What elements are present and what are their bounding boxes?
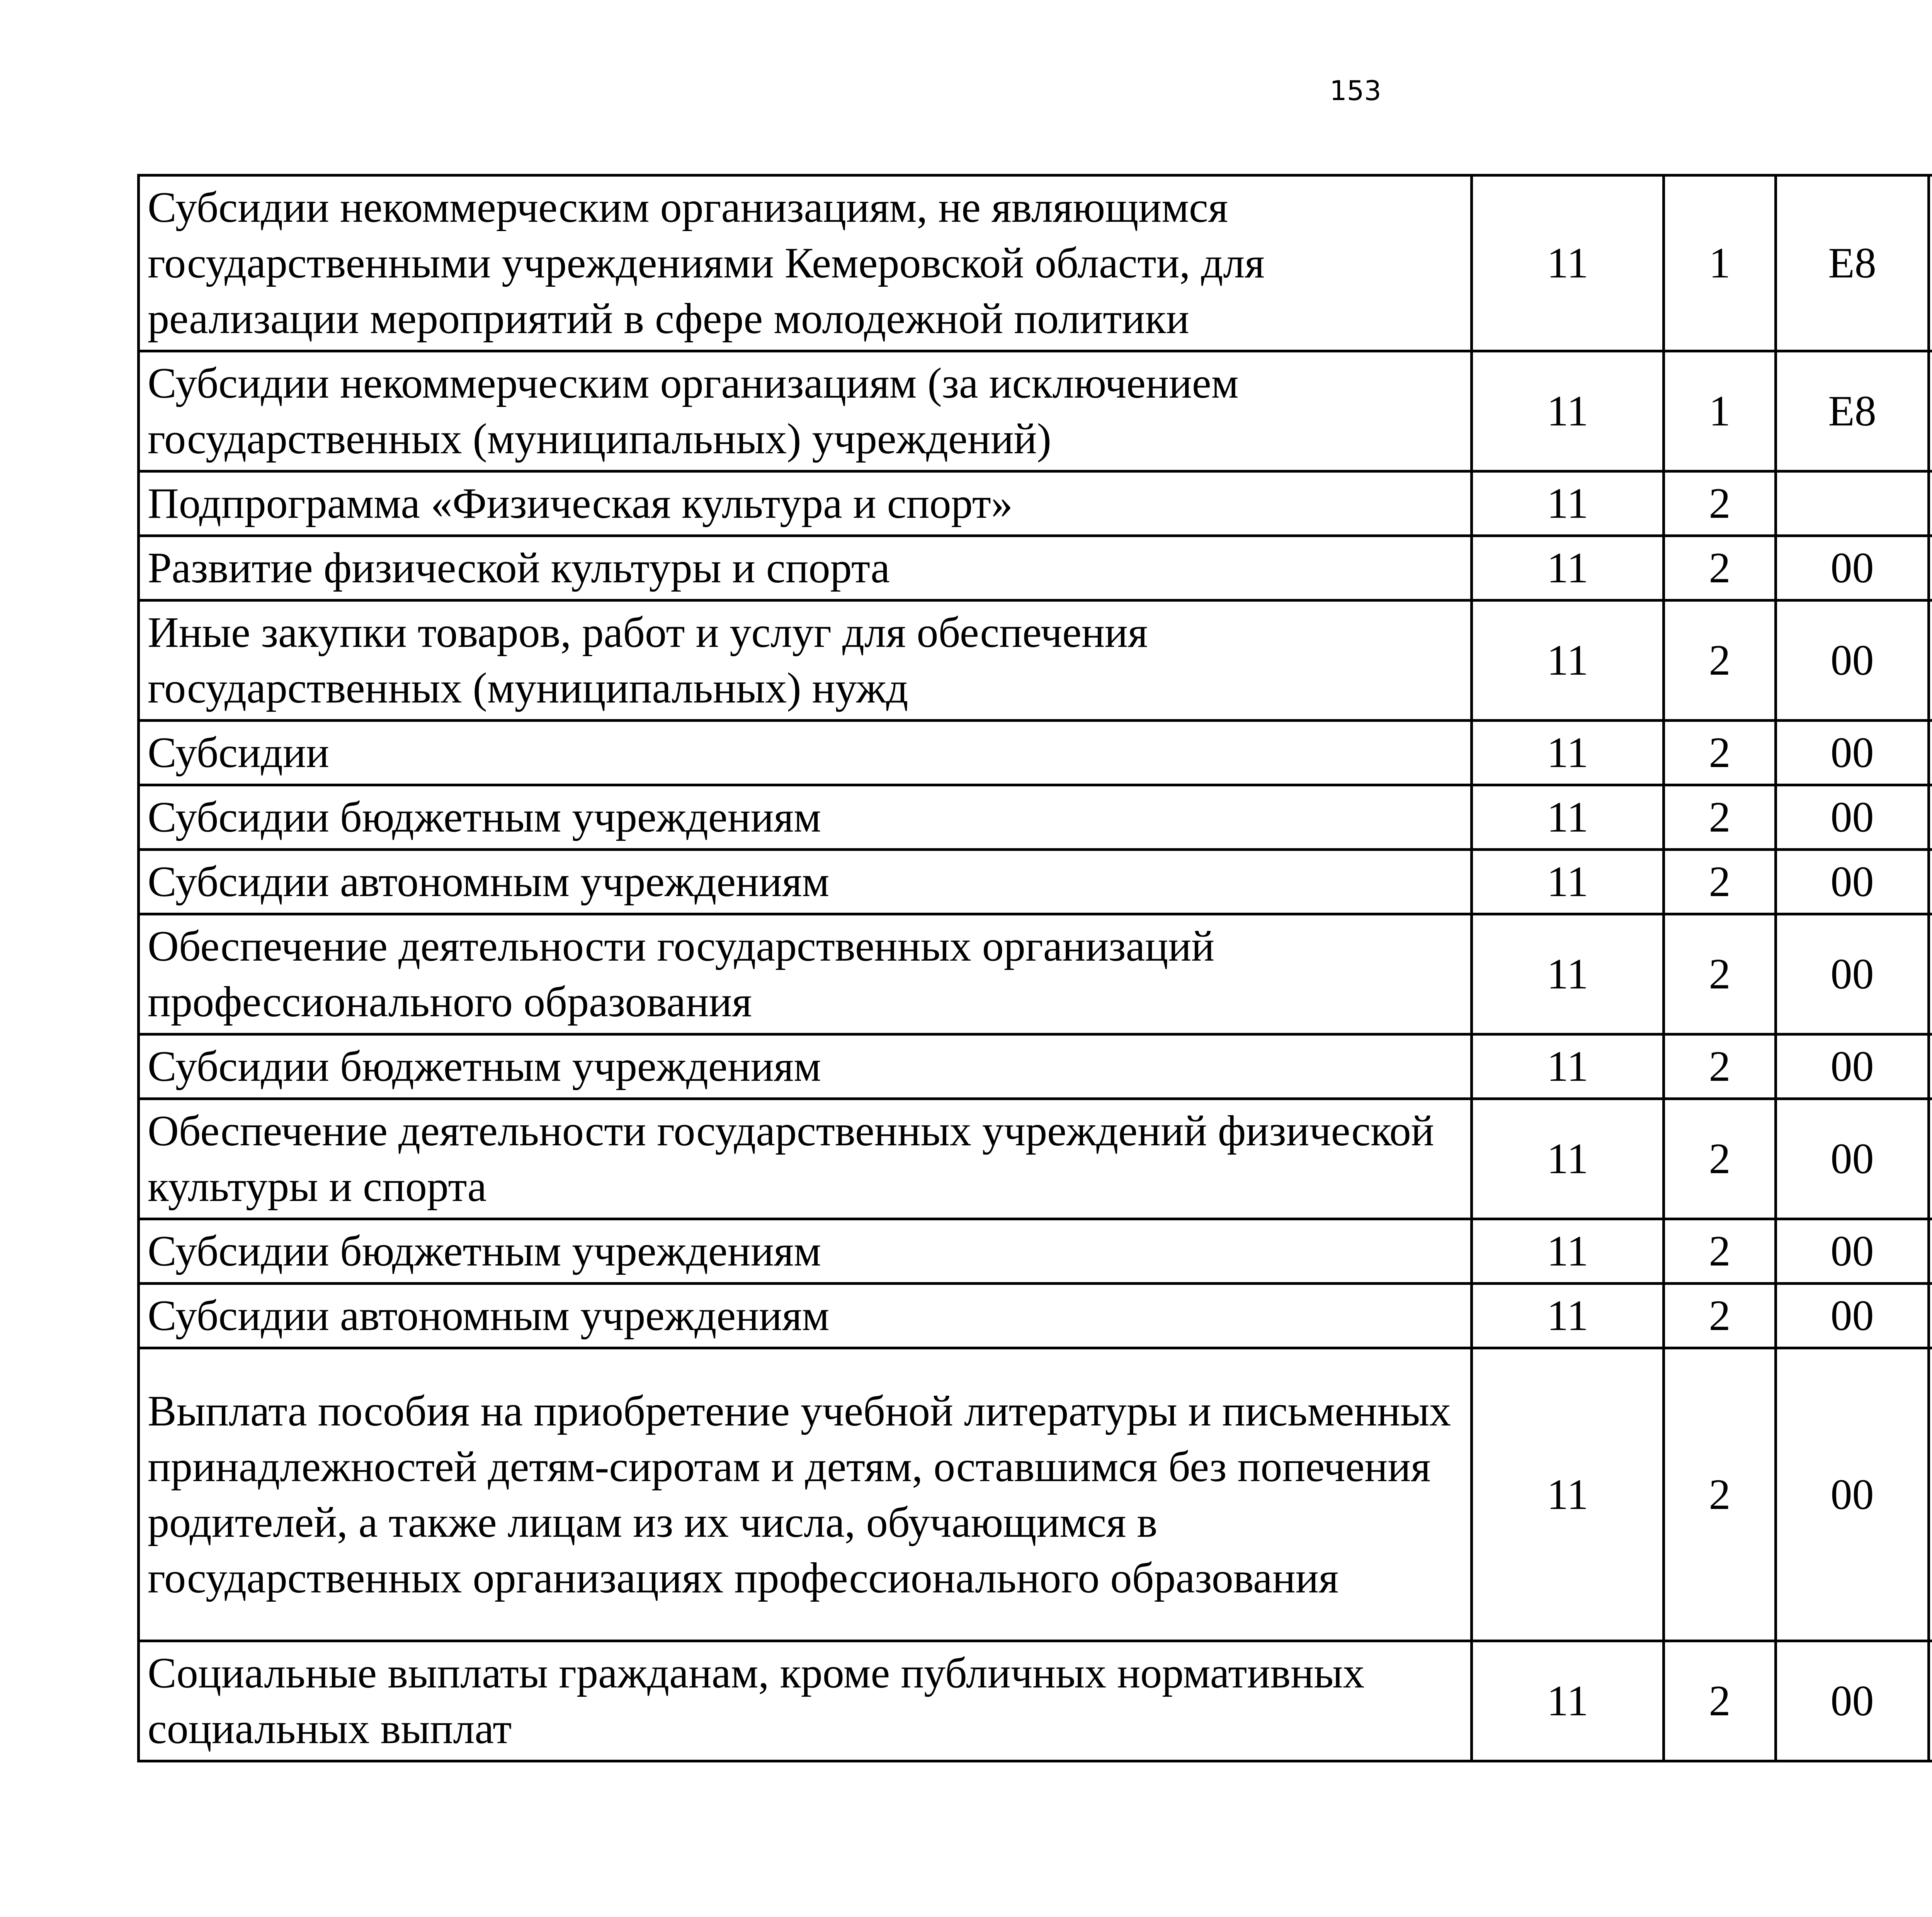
direction-code: 00 — [1776, 785, 1929, 850]
expense-code — [1929, 471, 1932, 536]
row-name: Иные закупки товаров, работ и услуг для обеспечения государственных (муниципальных) нужд — [139, 600, 1472, 721]
row-name: Подпрограмма «Физическая культура и спорт» — [139, 471, 1472, 536]
expense-code — [1929, 600, 1932, 721]
table-row — [139, 600, 1932, 721]
expense-code — [1929, 536, 1932, 600]
subprogram-code: 2 — [1664, 1034, 1776, 1099]
row-name: Развитие физической культуры и спорта — [139, 536, 1472, 600]
subprogram-code: 2 — [1664, 721, 1776, 785]
table-row — [139, 1348, 1932, 1641]
subprogram-code: 2 — [1664, 1099, 1776, 1219]
subprogram-code: 2 — [1664, 914, 1776, 1034]
program-code: 11 — [1472, 1099, 1664, 1219]
row-name: Субсидии бюджетным учреждениям — [139, 1034, 1472, 1099]
direction-code: 00 — [1776, 600, 1929, 721]
subprogram-code: 2 — [1664, 1348, 1776, 1641]
expense-code — [1929, 351, 1932, 471]
direction-code — [1776, 471, 1929, 536]
subprogram-code: 2 — [1664, 471, 1776, 536]
table-row — [139, 914, 1932, 1034]
program-code: 11 — [1472, 471, 1664, 536]
subprogram-code: 2 — [1664, 600, 1776, 721]
expense-code — [1929, 1284, 1932, 1348]
expense-code — [1929, 850, 1932, 914]
expense-code — [1929, 1219, 1932, 1284]
direction-code: 00 — [1776, 850, 1929, 914]
row-name: Субсидии некоммерческим организациям, не являющимся государственными учреждениями Кемеровской области, для реализации мероприятий в сфере молодежной политики — [139, 175, 1472, 351]
row-name: Обеспечение деятельности государственных организаций профессионального образования — [139, 914, 1472, 1034]
expense-code — [1929, 914, 1932, 1034]
expense-code — [1929, 785, 1932, 850]
table-row — [139, 351, 1932, 471]
table-row — [139, 471, 1932, 536]
direction-code: Е8 — [1776, 175, 1929, 351]
table-row — [139, 1284, 1932, 1348]
program-code: 11 — [1472, 1641, 1664, 1761]
row-name: Социальные выплаты гражданам, кроме публичных нормативных социальных выплат — [139, 1641, 1472, 1761]
subprogram-code: 2 — [1664, 1284, 1776, 1348]
row-name: Субсидии бюджетным учреждениям — [139, 1219, 1472, 1284]
program-code: 11 — [1472, 850, 1664, 914]
direction-code: Е8 — [1776, 351, 1929, 471]
expense-code — [1929, 1348, 1932, 1641]
table-row — [139, 785, 1932, 850]
table-row — [139, 850, 1932, 914]
direction-code: 00 — [1776, 1641, 1929, 1761]
subprogram-code: 2 — [1664, 536, 1776, 600]
subprogram-code: 2 — [1664, 1219, 1776, 1284]
direction-code: 00 — [1776, 536, 1929, 600]
table-row — [139, 1034, 1932, 1099]
program-code: 11 — [1472, 1284, 1664, 1348]
program-code: 11 — [1472, 1034, 1664, 1099]
subprogram-code: 2 — [1664, 785, 1776, 850]
expense-code — [1929, 175, 1932, 351]
subprogram-code: 1 — [1664, 175, 1776, 351]
subprogram-code: 2 — [1664, 850, 1776, 914]
program-code: 11 — [1472, 914, 1664, 1034]
table-row — [139, 1641, 1932, 1761]
row-name: Выплата пособия на приобретение учебной литературы и письменных принадлежностей детям-сиротам и детям, оставшимся без попечения родителей, а также лицам из их числа, обучающимся в государственных организациях профессионального образования — [139, 1348, 1472, 1641]
budget-table — [137, 174, 1932, 1762]
program-code: 11 — [1472, 1219, 1664, 1284]
program-code: 11 — [1472, 536, 1664, 600]
program-code: 11 — [1472, 1348, 1664, 1641]
direction-code: 00 — [1776, 1284, 1929, 1348]
row-name: Субсидии бюджетным учреждениям — [139, 785, 1472, 850]
direction-code: 00 — [1776, 721, 1929, 785]
program-code: 11 — [1472, 175, 1664, 351]
page-number: 153 — [1330, 75, 1381, 107]
program-code: 11 — [1472, 600, 1664, 721]
table-row — [139, 536, 1932, 600]
expense-code — [1929, 1034, 1932, 1099]
direction-code: 00 — [1776, 1348, 1929, 1641]
direction-code: 00 — [1776, 1034, 1929, 1099]
direction-code: 00 — [1776, 1219, 1929, 1284]
table-row — [139, 175, 1932, 351]
row-name: Субсидии — [139, 721, 1472, 785]
direction-code: 00 — [1776, 1099, 1929, 1219]
table-row — [139, 1099, 1932, 1219]
program-code: 11 — [1472, 785, 1664, 850]
row-name: Субсидии автономным учреждениям — [139, 850, 1472, 914]
expense-code — [1929, 1641, 1932, 1761]
program-code: 11 — [1472, 721, 1664, 785]
subprogram-code: 2 — [1664, 1641, 1776, 1761]
direction-code: 00 — [1776, 914, 1929, 1034]
program-code: 11 — [1472, 351, 1664, 471]
row-name: Субсидии автономным учреждениям — [139, 1284, 1472, 1348]
expense-code — [1929, 721, 1932, 785]
expense-code — [1929, 1099, 1932, 1219]
table-row — [139, 721, 1932, 785]
table-row — [139, 1219, 1932, 1284]
row-name: Обеспечение деятельности государственных учреждений физической культуры и спорта — [139, 1099, 1472, 1219]
subprogram-code: 1 — [1664, 351, 1776, 471]
row-name: Субсидии некоммерческим организациям (за исключением государственных (муниципальных) учреждений) — [139, 351, 1472, 471]
